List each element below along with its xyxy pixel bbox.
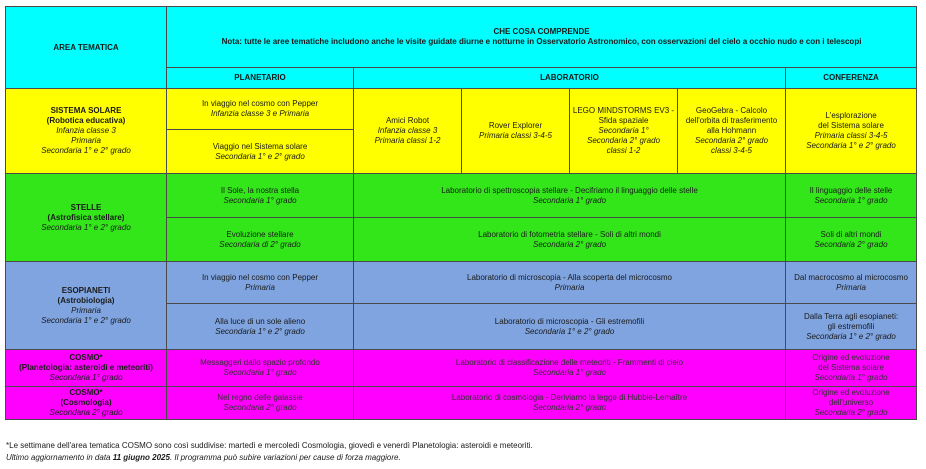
area-level: Secondaria 2° grado	[49, 408, 123, 417]
lab-cell	[354, 89, 462, 174]
activity-level: Secondaria 1° e 2° grado	[806, 141, 896, 150]
header-che-cosa-comprende	[167, 7, 917, 68]
activity-title: Origine ed evoluzione	[812, 388, 890, 397]
activity-level: Secondaria 2° grado	[223, 403, 297, 412]
activity-title: LEGO MINDSTORMS EV3 -	[572, 106, 675, 115]
update-note	[6, 452, 533, 464]
activity-title: dell'universo	[828, 398, 874, 407]
area-title: ESOPIANETI	[61, 285, 111, 295]
activity-level: Secondaria 1° grado	[532, 195, 607, 205]
activity-level: Secondaria 1° e 2° grado	[806, 331, 896, 341]
activity-level: Secondaria 1° grado	[532, 368, 607, 377]
activity-level: Secondaria di 2° grado	[219, 239, 301, 249]
activity-level: classi 1-2	[606, 146, 641, 155]
activity-level: Secondaria 1° grado	[814, 373, 888, 382]
area-level: Secondaria 1° grado	[49, 373, 123, 382]
area-sistema-solare	[6, 89, 167, 174]
activity-title: del Sistema solare	[818, 363, 884, 372]
activity-level: Secondaria 2° grado	[532, 239, 607, 249]
activity-title: del Sistema solare	[818, 121, 884, 130]
activity-level: Primaria	[554, 282, 585, 292]
activity-title: Laboratorio di classificazione delle meteoriti - Frammenti di cielo	[455, 358, 684, 367]
activity-title: In viaggio nel cosmo con Pepper	[201, 99, 319, 108]
activity-level: Primaria classi 3-4-5	[814, 131, 888, 140]
header-title: CHE COSA COMPRENDE	[493, 27, 590, 36]
activity-title: L'esplorazione	[825, 111, 877, 120]
area-subtitle: (Cosmologia)	[60, 398, 112, 407]
activity-title: Alla luce di un sole alieno	[214, 316, 306, 326]
area-level: Secondaria 1° e 2° grado	[41, 222, 131, 232]
area-subtitle: (Astrobiologia)	[57, 295, 115, 305]
planetario-cell	[167, 130, 354, 174]
activity-title: Laboratorio di microscopia - Alla scoperta del microcosmo	[467, 272, 672, 282]
activity-level: Secondaria 2° grado	[586, 136, 661, 145]
lab-cell	[354, 174, 786, 218]
activity-title: alla Hohmann	[706, 126, 757, 135]
lab-cell	[462, 89, 570, 174]
activity-title: Laboratorio di cosmologia - Deriviamo la legge di Hubble-Lemaître	[451, 393, 688, 402]
lab-cell	[354, 218, 786, 262]
activity-title: Messaggeri dallo spazio profondo	[200, 358, 320, 367]
activity-title: Il Sole, la nostra stella	[220, 185, 300, 195]
activity-level: Primaria classi 3-4-5	[479, 131, 552, 140]
activity-title: Rover Explorer	[488, 121, 543, 130]
activity-level: Secondaria 1°	[598, 126, 649, 135]
lab-cell	[354, 350, 786, 387]
activity-level: Infanzia classe 3	[377, 126, 438, 135]
area-esopianeti	[6, 262, 167, 350]
header-planetario: PLANETARIO	[167, 68, 354, 89]
activity-level: Secondaria 1° e 2° grado	[524, 326, 615, 336]
activity-level: Secondaria 1° e 2° grado	[215, 151, 305, 161]
footnote: *Le settimane dell'area tematica COSMO sono così suddivise: martedì e mercoledì Cosmologia, giovedì e venerdì Planetologia: asteroidi e meteoriti.	[6, 441, 533, 450]
planetario-cell	[167, 387, 354, 420]
activity-level: Secondaria 2° grado	[814, 408, 888, 417]
activity-level: Primaria	[245, 282, 275, 292]
conferenza-cell	[786, 174, 917, 218]
area-level: Primaria	[71, 136, 101, 145]
area-title: SISTEMA SOLARE	[50, 106, 122, 115]
activity-level: Primaria	[836, 282, 866, 292]
planetario-cell	[167, 218, 354, 262]
area-title: STELLE	[70, 202, 102, 212]
activity-title: Viaggio nel Sistema solare	[212, 141, 308, 151]
activity-level: Secondaria 1° e 2° grado	[215, 326, 305, 336]
activity-level: Secondaria 1° grado	[223, 368, 297, 377]
activity-level: Secondaria 2° grado	[532, 403, 607, 412]
lab-cell	[354, 304, 786, 350]
footer-notes	[6, 440, 533, 464]
activity-level: Secondaria 2° grado	[814, 239, 888, 249]
activity-title: Laboratorio di fotometria stellare - Soli di altri mondi	[478, 229, 661, 239]
activity-title: Amici Robot	[385, 116, 430, 125]
area-subtitle: (Robotica educativa)	[46, 116, 126, 125]
planetario-cell	[167, 174, 354, 218]
activity-title: Evoluzione stellare	[226, 229, 294, 239]
area-level: Secondaria 1° e 2° grado	[41, 315, 131, 325]
update-prefix: Ultimo aggiornamento in data	[6, 453, 113, 462]
activity-title: Nel regno delle galassie	[217, 393, 303, 402]
activity-title: GeoGebra - Calcolo	[695, 106, 768, 115]
activity-title: Laboratorio di microscopia - Gli estremofili	[494, 316, 645, 326]
activity-title: Dal macrocosmo al microcosmo	[794, 272, 908, 282]
conferenza-cell	[786, 387, 917, 420]
planetario-cell	[167, 89, 354, 130]
activity-level: Secondaria 1° grado	[814, 195, 888, 205]
activity-level: Secondaria 1° grado	[223, 195, 297, 205]
activity-title: Soli di altri mondi	[820, 229, 882, 239]
activity-level: Infanzia classe 3 e Primaria	[210, 109, 310, 118]
activity-level: Primaria classi 1-2	[374, 136, 441, 145]
conferenza-cell	[786, 218, 917, 262]
area-level: Primaria	[71, 305, 101, 315]
area-subtitle: (Planetologia: asteroidi e meteoriti)	[19, 363, 153, 372]
activity-title: gli estremofili	[827, 321, 875, 331]
lab-cell	[354, 262, 786, 304]
lab-cell	[678, 89, 786, 174]
area-level: Infanzia classe 3	[56, 126, 116, 135]
planetario-cell	[167, 350, 354, 387]
planetario-cell	[167, 262, 354, 304]
activity-title: In viaggio nel cosmo con Pepper	[201, 272, 319, 282]
area-cosmo-planetologia	[6, 350, 167, 387]
activity-title: dell'orbita di trasferimento	[685, 116, 778, 125]
area-level: Secondaria 1° e 2° grado	[41, 146, 131, 155]
header-conferenza: CONFERENZA	[786, 68, 917, 89]
conferenza-cell	[786, 89, 917, 174]
activity-title: Origine ed evoluzione	[812, 353, 890, 362]
program-table	[5, 6, 917, 420]
conferenza-cell	[786, 350, 917, 387]
lab-cell	[570, 89, 678, 174]
header-laboratorio: LABORATORIO	[354, 68, 786, 89]
header-area-tematica: AREA TEMATICA	[6, 7, 167, 89]
activity-level: classi 3-4-5	[711, 146, 752, 155]
activity-title: Sfida spaziale	[598, 116, 649, 125]
lab-cell	[354, 387, 786, 420]
planetario-cell	[167, 304, 354, 350]
activity-title: Laboratorio di spettroscopia stellare - Decifriamo il linguaggio delle stelle	[441, 185, 698, 195]
activity-title: Dalla Terra agli esopianeti:	[803, 311, 899, 321]
update-date: 11 giugno 2025	[112, 453, 170, 462]
header-note: Nota: tutte le aree tematiche includono anche le visite guidate diurne e notturne in Osservatorio Astronomico, con osservazioni del cielo a occhio nudo e con i telescopi	[221, 37, 862, 46]
area-title: COSMO*	[69, 353, 103, 362]
area-stelle	[6, 174, 167, 262]
activity-level: Secondaria 2° grado	[694, 136, 769, 145]
area-cosmo-cosmologia	[6, 387, 167, 420]
conferenza-cell	[786, 304, 917, 350]
activity-title: Il linguaggio delle stelle	[809, 185, 893, 195]
conferenza-cell	[786, 262, 917, 304]
update-suffix: . Il programma può subire variazioni per cause di forza maggiore.	[169, 453, 401, 462]
area-subtitle: (Astrofisica stellare)	[47, 212, 125, 222]
area-title: COSMO*	[69, 388, 103, 397]
